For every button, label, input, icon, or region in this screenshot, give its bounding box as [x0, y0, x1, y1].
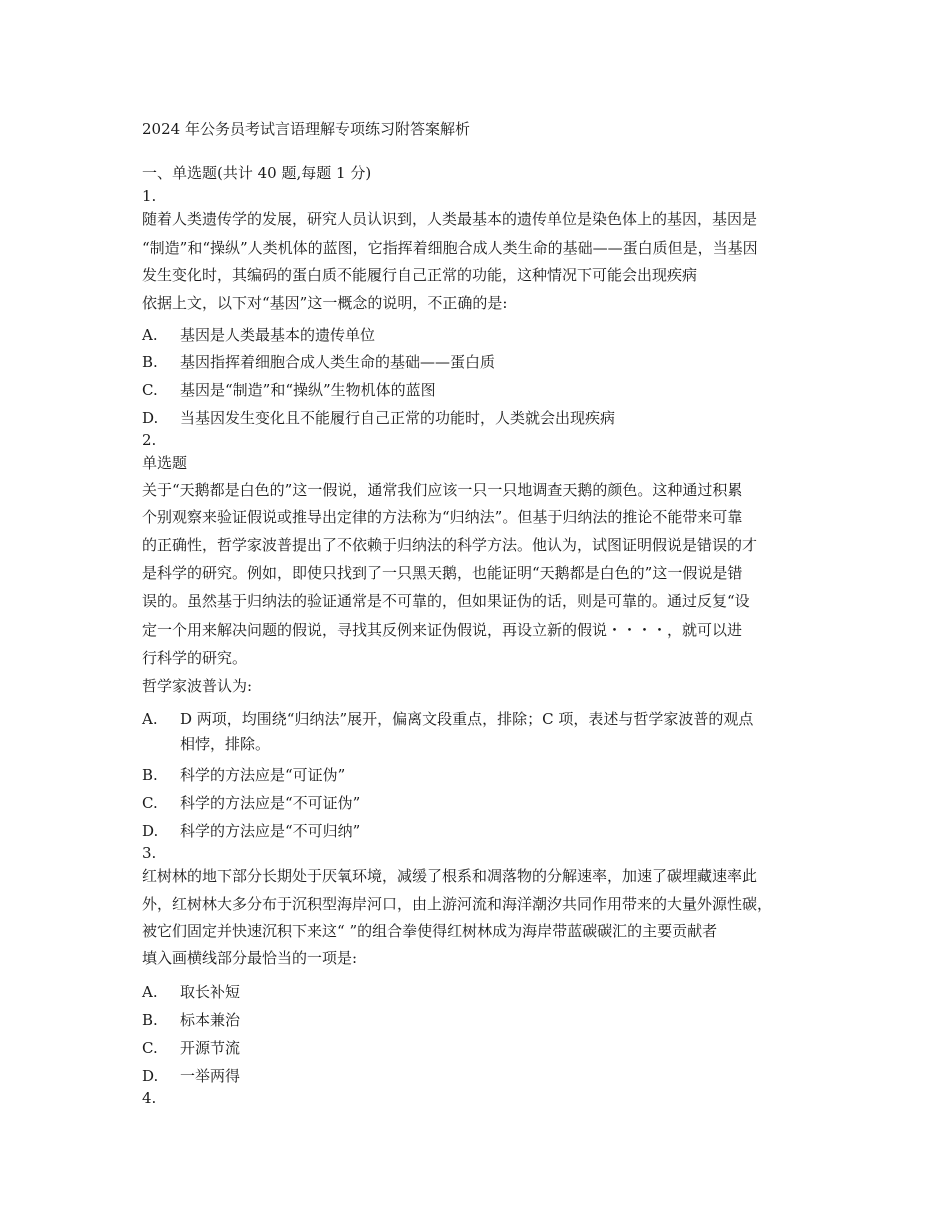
option-letter: A.: [142, 983, 158, 1001]
option-letter: B.: [142, 353, 158, 371]
option-letter: A.: [142, 326, 158, 344]
question-type: 单选题: [142, 454, 188, 472]
option-letter: C.: [142, 1039, 158, 1057]
question-text-line: 是科学的研究。例如，即使只找到了一只黑天鹅，也能证明“天鹅都是白色的”这一假说是错: [142, 564, 743, 582]
option-letter: C.: [142, 794, 158, 812]
question-text-line: 行科学的研究。: [142, 649, 248, 667]
question-text-line: 定一个用来解决问题的假说，寻找其反例来证伪假说，再设立新的假说・・・・，就可以进: [142, 621, 743, 639]
question-number: 4.: [142, 1089, 157, 1107]
option-text: 当基因发生变化且不能履行自己正常的功能时，人类就会出现疾病: [180, 409, 616, 427]
option-text: 开源节流: [180, 1039, 241, 1057]
question-text-line: “制造”和“操纵”人类机体的蓝图，它指挥着细胞合成人类生命的基础——蛋白质但是，当基因: [142, 239, 758, 257]
option-text: 取长补短: [180, 983, 241, 1001]
option-text-continued: 相悖，排除。: [180, 735, 271, 753]
option-text: 标本兼治: [180, 1011, 241, 1029]
option-letter: D.: [142, 822, 159, 840]
option-text: 基因是人类最基本的遗传单位: [180, 326, 376, 344]
question-number: 1.: [142, 187, 157, 205]
option-letter: A.: [142, 710, 158, 728]
option-text: 基因是“制造”和“操纵”生物机体的蓝图: [180, 381, 436, 399]
option-text: 科学的方法应是“可证伪”: [180, 766, 346, 784]
option-text: 科学的方法应是“不可证伪”: [180, 794, 361, 812]
option-letter: D.: [142, 409, 159, 427]
option-text: 科学的方法应是“不可归纳”: [180, 822, 361, 840]
question-prompt: 填入画横线部分最恰当的一项是:: [142, 949, 358, 967]
question-prompt: 依据上文，以下对“基因”这一概念的说明，不正确的是:: [142, 294, 508, 312]
option-letter: C.: [142, 381, 158, 399]
question-text-line: 随着人类遗传学的发展，研究人员认识到，人类最基本的遗传单位是染色体上的基因，基因是: [142, 210, 758, 228]
question-text-line: 个别观察来验证假说或推导出定律的方法称为“归纳法”。但基于归纳法的推论不能带来可靠: [142, 508, 743, 526]
question-text-line: 关于“天鹅都是白色的”这一假说，通常我们应该一只一只地调查天鹅的颜色。这种通过积累: [142, 481, 743, 499]
question-text-line: 的正确性，哲学家波普提出了不依赖于归纳法的科学方法。他认为，试图证明假说是错误的才: [142, 536, 758, 554]
question-prompt: 哲学家波普认为:: [142, 677, 253, 695]
section-heading: 一、单选题(共计 40 题,每题 1 分): [142, 164, 372, 182]
option-letter: D.: [142, 1067, 159, 1085]
option-text: 一举两得: [180, 1067, 241, 1085]
document-title: 2024 年公务员考试言语理解专项练习附答案解析: [142, 120, 470, 138]
option-text: D 两项，均围绕“归纳法”展开，偏离文段重点，排除；C 项，表述与哲学家波普的观点: [180, 710, 754, 728]
question-number: 2.: [142, 431, 157, 449]
question-text-line: 发生变化时，其编码的蛋白质不能履行自己正常的功能，这种情况下可能会出现疾病: [142, 266, 698, 284]
question-number: 3.: [142, 844, 157, 862]
question-text-line: 被它们固定并快速沉积下来这“ ”的组合拳使得红树林成为海岸带蓝碳碳汇的主要贡献者: [142, 922, 718, 940]
question-text-line: 红树林的地下部分长期处于厌氧环境，减缓了根系和凋落物的分解速率，加速了碳埋藏速率此: [142, 867, 758, 885]
option-letter: B.: [142, 1011, 158, 1029]
question-text-line: 误的。虽然基于归纳法的验证通常是不可靠的，但如果证伪的话，则是可靠的。通过反复“设: [142, 592, 750, 610]
option-letter: B.: [142, 766, 158, 784]
question-text-line: 外，红树林大多分布于沉积型海岸河口，由上游河流和海洋潮汐共同作用带来的大量外源性碳，: [142, 895, 773, 913]
option-text: 基因指挥着细胞合成人类生命的基础——蛋白质: [180, 353, 496, 371]
